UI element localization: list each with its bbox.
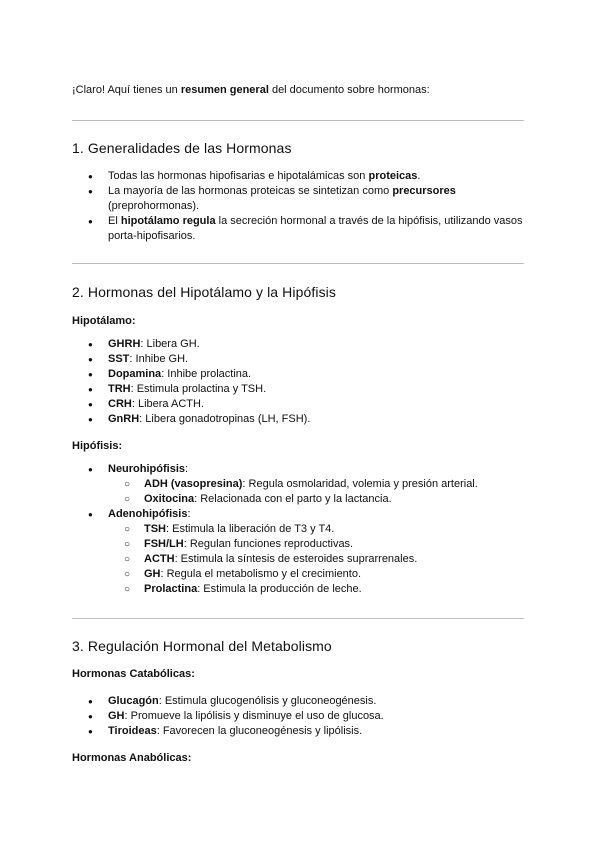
list-item — [72, 169, 532, 184]
divider — [72, 618, 524, 619]
item-text: : Estimula la liberación de T3 y T4. — [166, 523, 335, 535]
item-bold: GHRH — [108, 338, 141, 350]
item-bold: hipotálamo regula — [120, 215, 216, 227]
divider — [72, 120, 524, 121]
list-item — [108, 567, 532, 582]
item-bold: SST — [108, 353, 130, 365]
item-text: (preprohormonas). — [108, 200, 200, 212]
divider — [72, 263, 524, 264]
item-text: : Favorecen la gluconeogénesis y lipólisis. — [156, 725, 363, 737]
item-text: : Promueve la lipólisis y disminuye el uso de glucosa. — [124, 710, 384, 722]
item-bold: FSH/LH — [144, 538, 184, 550]
item-bold: Adenohipófisis — [108, 508, 188, 520]
intro-text-end: del documento sobre hormonas: — [268, 84, 430, 96]
list-item — [108, 522, 532, 537]
list-item — [72, 214, 532, 244]
item-bold: ACTH — [144, 553, 175, 565]
item-bold: GH — [144, 568, 161, 580]
item-text: : Libera gonadotropinas (LH, FSH). — [139, 413, 311, 425]
item-text: : Estimula la producción de leche. — [197, 583, 362, 595]
item-bold: Prolactina — [144, 583, 198, 595]
item-text: : Regulan funciones reproductivas. — [183, 538, 354, 550]
item-bold: proteicas — [368, 170, 418, 182]
adenohipofisis-list — [108, 522, 532, 597]
section-1-list — [72, 169, 532, 244]
hipofisis-list — [72, 462, 532, 597]
item-bold: Neurohipófisis — [108, 463, 186, 475]
item-text: : — [187, 508, 191, 520]
item-text: la secreción hormonal a través de la hipófisis, utilizando vasos porta-hipofisarios. — [108, 215, 523, 242]
item-text: : — [185, 463, 189, 475]
section-2-heading: 2. Hormonas del Hipotálamo y la Hipófisis — [72, 284, 336, 300]
item-text: El — [108, 215, 121, 227]
list-item — [72, 337, 532, 352]
list-item — [72, 507, 532, 597]
item-bold: ADH (vasopresina) — [144, 478, 243, 490]
item-text: : Libera GH. — [140, 338, 200, 350]
item-bold: Oxitocina — [144, 493, 195, 505]
item-text: : Regula osmolaridad, volemia y presión arterial. — [242, 478, 478, 490]
item-bold: Tiroideas — [108, 725, 157, 737]
item-text: : Libera ACTH. — [131, 398, 204, 410]
item-text: Todas las hormonas hipofisarias e hipotalámicas son — [108, 170, 369, 182]
list-item — [72, 724, 532, 739]
item-bold: Dopamina — [108, 368, 162, 380]
item-bold: TSH — [144, 523, 166, 535]
item-text: . — [417, 170, 421, 182]
list-item — [72, 412, 532, 427]
list-item — [108, 552, 532, 567]
hipotalamo-label: Hipotálamo: — [72, 315, 136, 327]
catabolicas-list — [72, 694, 532, 739]
section-3-heading: 3. Regulación Hormonal del Metabolismo — [72, 638, 332, 654]
list-item — [72, 382, 532, 397]
intro-paragraph — [72, 84, 430, 96]
list-item — [108, 582, 532, 597]
catabolicas-label: Hormonas Catabólicas: — [72, 668, 195, 680]
list-item — [72, 709, 532, 724]
list-item — [108, 492, 532, 507]
neurohipofisis-list — [108, 477, 532, 507]
item-text: : Inhibe prolactina. — [161, 368, 252, 380]
list-item — [72, 694, 532, 709]
item-text: : Estimula prolactina y TSH. — [130, 383, 267, 395]
hipotalamo-list — [72, 337, 532, 427]
list-item — [72, 397, 532, 412]
intro-bold: resumen general — [180, 84, 269, 96]
list-item — [72, 352, 532, 367]
section-1-heading: 1. Generalidades de las Hormonas — [72, 140, 292, 156]
list-item — [72, 184, 532, 214]
intro-text: ¡Claro! Aquí tienes un — [72, 84, 181, 96]
item-bold: precursores — [392, 185, 456, 197]
list-item — [108, 477, 532, 492]
item-text: : Regula el metabolismo y el crecimiento. — [160, 568, 362, 580]
list-item — [72, 367, 532, 382]
list-item — [108, 537, 532, 552]
item-bold: TRH — [108, 383, 131, 395]
item-bold: GnRH — [108, 413, 140, 425]
hipofisis-label: Hipófisis: — [72, 440, 123, 452]
item-text: : Inhibe GH. — [129, 353, 189, 365]
item-bold: GH — [108, 710, 125, 722]
anabolicas-label: Hormonas Anabólicas: — [72, 752, 192, 764]
item-text: : Estimula la síntesis de esteroides suprarrenales. — [174, 553, 418, 565]
item-text: La mayoría de las hormonas proteicas se sintetizan como — [108, 185, 393, 197]
item-text: : Relacionada con el parto y la lactancia. — [194, 493, 392, 505]
item-bold: Glucagón — [108, 695, 159, 707]
list-item — [72, 462, 532, 507]
item-text: : Estimula glucogenólisis y gluconeogénesis. — [158, 695, 377, 707]
item-bold: CRH — [108, 398, 132, 410]
